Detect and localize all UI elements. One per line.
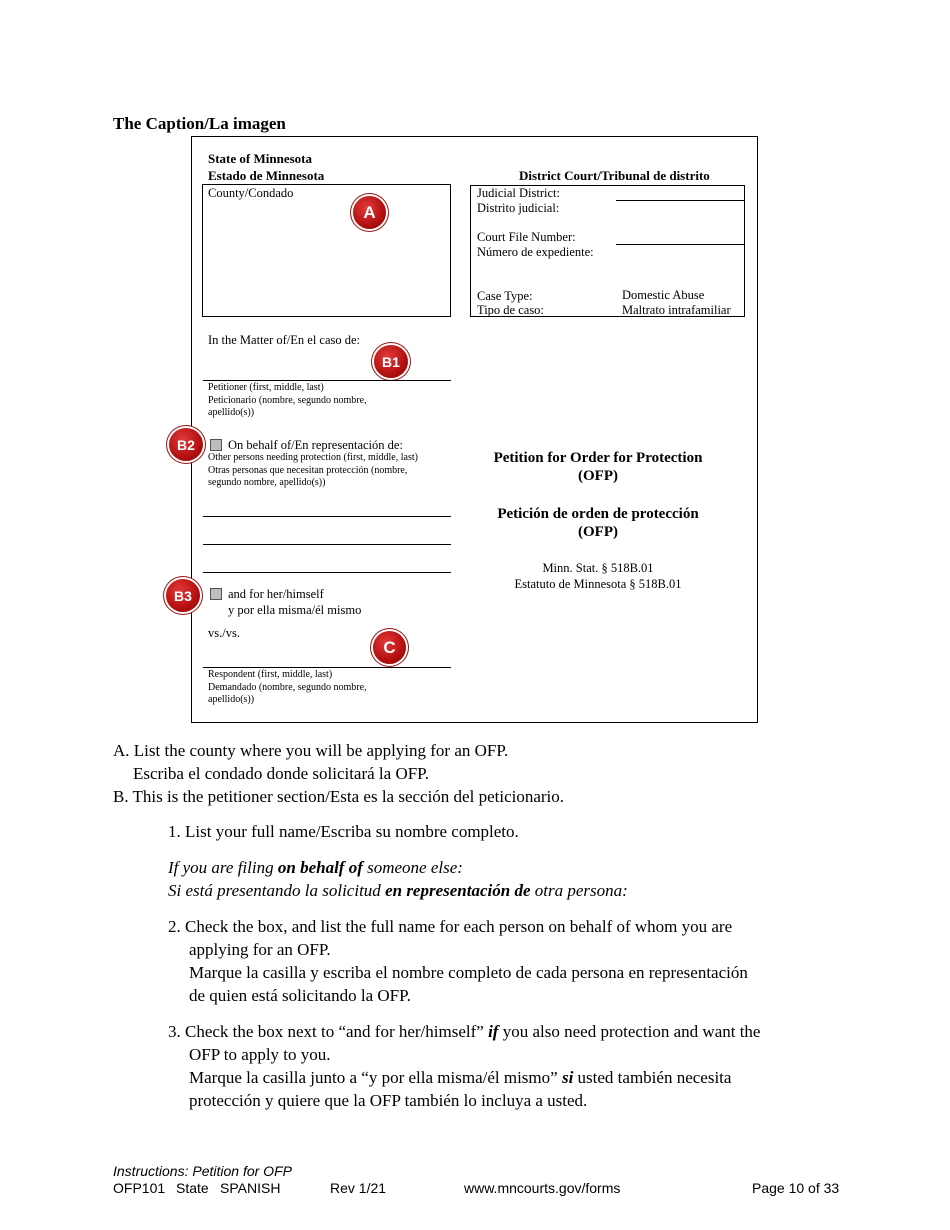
footer-form-id: OFP101 (113, 1180, 166, 1196)
marker-b1: B1 (374, 345, 408, 378)
on-behalf-label: On behalf of/En representación de: (228, 438, 403, 452)
self-label-en: and for her/himself (228, 587, 324, 601)
instruction-item-2-es-2: de quien está solicitando la OFP. (189, 986, 411, 1005)
state-en: State of Minnesota (208, 151, 312, 166)
footer-doc-title: Instructions: Petition for OFP (113, 1163, 292, 1179)
judicial-district-es: Distrito judicial: (477, 201, 560, 215)
county-box (202, 184, 451, 317)
statute: Minn. Stat. § 518B.01 Estatuto de Minnesota § 518B.01 (514, 561, 682, 591)
petition-title-es: Petición de orden de protección (OFP) (497, 506, 699, 540)
county-label: County/Condado (208, 186, 294, 200)
petition-title-en: Petition for Order for Protection (OFP) (493, 450, 703, 484)
marker-b3: B3 (166, 579, 200, 612)
section-title: The Caption/La imagen (113, 114, 286, 133)
on-behalf-checkbox[interactable] (210, 439, 222, 451)
judicial-district-en: Judicial District: (477, 186, 560, 200)
marker-c: C (373, 631, 406, 664)
instruction-item-2-es-1: Marque la casilla y escriba el nombre completo de cada persona en representación (189, 963, 748, 982)
footer-revision: Rev 1/21 (330, 1180, 387, 1196)
self-checkbox[interactable] (210, 588, 222, 600)
instruction-a-en: A. List the county where you will be applying for an OFP. (113, 741, 509, 760)
petitioner-line (203, 380, 451, 381)
self-label-es: y por ella misma/él mismo (228, 603, 362, 617)
instruction-item-3-en-1: 3. Check the box next to “and for her/himself” if you also need protection and want the (168, 1022, 761, 1041)
respondent-line (203, 667, 451, 668)
instruction-item-2-en-2: applying for an OFP. (189, 940, 331, 959)
instruction-item-1: 1. List your full name/Escriba su nombre completo. (168, 822, 519, 841)
file-number-en: Court File Number: (477, 230, 576, 244)
respondent-caption: Respondent (first, middle, last) Demandado (nombre, segundo nombre, apellido(s)) (208, 669, 367, 705)
state-es: Estado de Minnesota (208, 168, 325, 183)
instruction-item-2-en-1: 2. Check the box, and list the full name for each person on behalf of whom you are (168, 917, 733, 936)
footer-page-number: Page 10 of 33 (752, 1180, 840, 1196)
instruction-item-3-es-2: protección y quiere que la OFP también lo incluya a usted. (189, 1091, 588, 1110)
others-line-3 (203, 572, 451, 573)
vs-label: vs./vs. (208, 626, 240, 640)
footer-language: SPANISH (220, 1180, 281, 1196)
footer-url[interactable]: www.mncourts.gov/forms (464, 1180, 621, 1196)
instruction-b: B. This is the petitioner section/Esta es la sección del peticionario. (113, 787, 565, 806)
file-number-es: Número de expediente: (477, 245, 594, 259)
case-type-en: Case Type: (477, 289, 533, 303)
behalf-note-es: Si está presentando la solicitud en representación de otra persona: (168, 881, 628, 900)
judicial-district-line (616, 200, 745, 201)
behalf-note-en: If you are filing on behalf of someone else: (168, 858, 463, 877)
petitioner-caption: Petitioner (first, middle, last) Peticionario (nombre, segundo nombre, apellido(s)) (208, 382, 367, 418)
others-line-2 (203, 544, 451, 545)
case-type-es: Tipo de caso: (477, 303, 544, 317)
matter-label: In the Matter of/En el caso de: (208, 333, 361, 347)
case-type-value-es: Maltrato intrafamiliar (622, 303, 731, 317)
instruction-item-3-es-1: Marque la casilla junto a “y por ella misma/él mismo” si usted también necesita (189, 1068, 732, 1087)
file-number-line (616, 244, 745, 245)
marker-b2: B2 (169, 428, 203, 461)
others-line-1 (203, 516, 451, 517)
case-type-value-en: Domestic Abuse (622, 288, 705, 302)
instruction-a-es: Escriba el condado donde solicitará la OFP. (133, 764, 430, 783)
footer-state: State (176, 1180, 209, 1196)
instruction-item-3-en-2: OFP to apply to you. (189, 1045, 331, 1064)
marker-a: A (353, 196, 386, 229)
court-title: District Court/Tribunal de distrito (519, 168, 710, 183)
others-caption: Other persons needing protection (first, middle, last) Otras personas que necesitan protección (nombre, segundo nombre, apellido(s)) (208, 452, 418, 488)
